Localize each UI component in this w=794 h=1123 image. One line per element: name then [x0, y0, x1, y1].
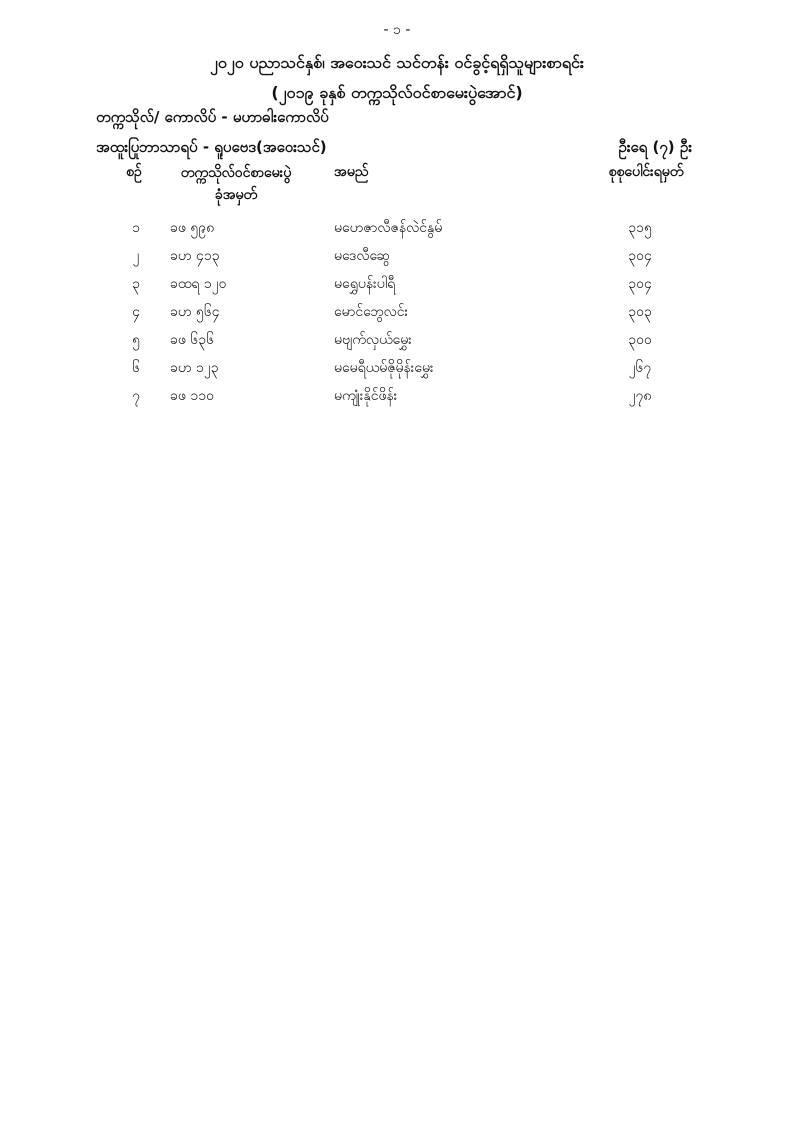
table-row — [0, 386, 794, 414]
row-no: ၁ — [132, 220, 140, 236]
row-total: ၃၀၄ — [628, 248, 652, 264]
row-roll-number: ခဖ ၅၉၈ — [170, 220, 215, 236]
table-header — [0, 162, 794, 206]
major-label: အထူးပြုဘာသာရပ် - ရူပဗေဒ(အဝေးသင်) — [96, 138, 327, 156]
row-no: ၆ — [132, 360, 140, 376]
university-label: တက္ကသိုလ်/ ကောလိပ် - မဟာဓါးကောလိပ် — [96, 108, 329, 126]
table-row — [0, 246, 794, 274]
document-title: ၂၀၂၀ ပညာသင်နှစ်၊ အဝေးသင် သင်တန်း ဝင်ခွင့်ရရှိသူများစာရင်း — [210, 53, 584, 72]
row-no: ၂ — [132, 248, 140, 264]
row-total: ၂၇၈ — [628, 388, 652, 404]
page-number: - ၁ - — [383, 22, 411, 38]
table-row — [0, 330, 794, 358]
row-total: ၃၀၃ — [628, 304, 652, 320]
row-roll-number: ခဖ ၆၃၆ — [170, 332, 214, 348]
header-roll-line1: တက္ကသိုလ်ဝင်စာမေးပွဲ — [180, 165, 292, 181]
header-roll-line2: ခုံအမှတ် — [214, 187, 258, 203]
row-total: ၃၀၄ — [628, 276, 652, 292]
row-name: မကျုံးနိုင်ဖိန်း — [334, 388, 398, 404]
table-row — [0, 358, 794, 386]
row-name: မမေရီယမ်ဇိုမိုန်းမွှေး — [334, 360, 434, 376]
row-no: ၄ — [132, 304, 140, 320]
row-roll-number: ခဟ ၅၆၄ — [170, 304, 220, 320]
row-total: ၃၀၀ — [628, 332, 652, 348]
header-roll-number — [156, 162, 316, 206]
row-name: မောင်ဘွေလင်း — [334, 304, 409, 320]
student-count: ဦးရေ (၇) ဦး — [618, 138, 692, 156]
row-name: မဒေလီဆွေ — [334, 248, 391, 264]
document-subtitle: (၂၀၁၉ ခုနှစ် တက္ကသိုလ်ဝင်စာမေးပွဲအောင်) — [271, 83, 523, 102]
row-roll-number: ခဟ ၄၁၃ — [170, 248, 220, 264]
row-name: မဗျက်လှယ်မွှေး — [334, 332, 412, 348]
row-total: ၃၁၅ — [628, 220, 652, 236]
row-name: မဟေဇာလီဇန်လဲင်နွမ် — [334, 220, 443, 236]
table-row — [0, 274, 794, 302]
row-no: ၃ — [132, 276, 140, 292]
row-no: ၇ — [132, 388, 140, 404]
header-no: စဉ် — [126, 164, 142, 180]
row-roll-number: ခဟ ၁၂၃ — [170, 360, 219, 376]
row-no: ၅ — [132, 332, 140, 348]
row-roll-number: ခဖ ၁၁၀ — [170, 388, 214, 404]
row-roll-number: ခထရ ၁၂၀ — [170, 276, 227, 292]
major-row — [96, 138, 692, 160]
table-row — [0, 302, 794, 330]
table-body — [0, 218, 794, 414]
row-name: မရွှေပန်းပါရီ — [334, 276, 396, 292]
row-total: ၂၆၇ — [628, 360, 652, 376]
table-row — [0, 218, 794, 246]
header-name: အမည် — [334, 164, 369, 180]
header-total: စုစုပေါင်းရမှတ် — [608, 164, 684, 180]
